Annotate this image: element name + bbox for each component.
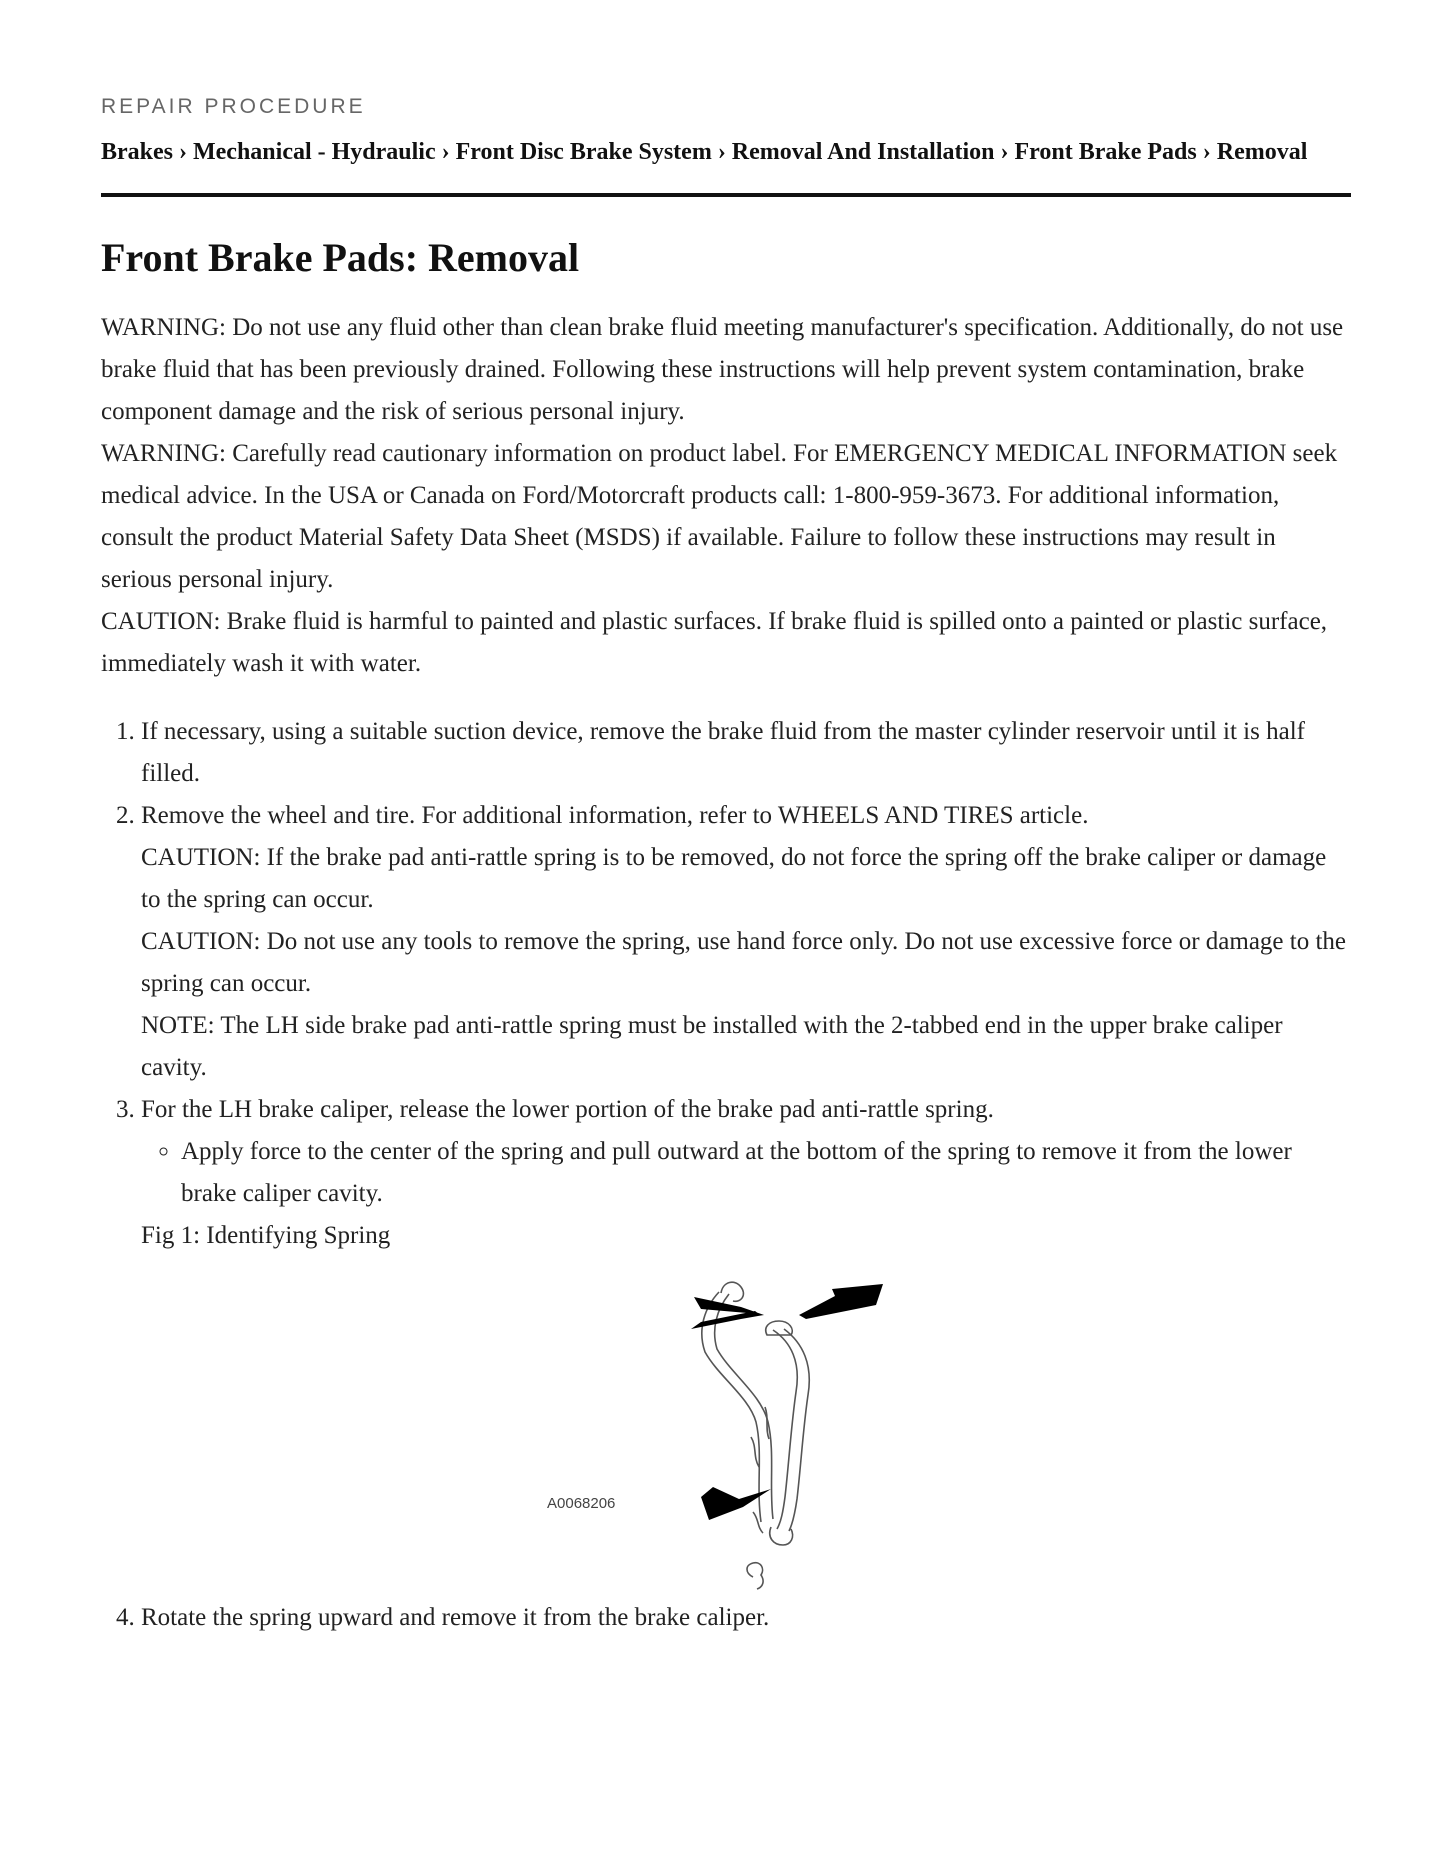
spring-illustration bbox=[101, 1257, 1311, 1597]
step-2-caution-2: CAUTION: Do not use any tools to remove the spring, use hand force only. Do not use excessive force or damage to the spring can occur. bbox=[141, 928, 1347, 997]
section-kicker: REPAIR PROCEDURE bbox=[101, 95, 366, 118]
header-divider bbox=[101, 193, 1351, 197]
step-2-caution-1: CAUTION: If the brake pad anti-rattle spring is to be removed, do not force the spring off the brake caliper or damage to the spring can occur. bbox=[141, 844, 1327, 913]
spring-figure bbox=[101, 1257, 1311, 1597]
step-3 bbox=[141, 1089, 1351, 1597]
warning-label: WARNING: Carefully read cautionary information on product label. For EMERGENCY MEDICAL INFORMATION seek medical advice. In the USA or Canada on Ford/Motorcraft products call: 1-800-959-3673. For additional information, consult the product Material Safety Data Sheet (MSDS) if available. Failure to follow these instructions may result in serious personal injury. bbox=[101, 440, 1338, 593]
page-title: Front Brake Pads: Removal bbox=[101, 235, 580, 280]
figure-caption: Fig 1: Identifying Spring bbox=[141, 1222, 391, 1249]
breadcrumb: Brakes › Mechanical - Hydraulic › Front Disc Brake System › Removal And Installation › Front Brake Pads › Removal bbox=[101, 139, 1308, 165]
caution-surfaces: CAUTION: Brake fluid is harmful to painted and plastic surfaces. If brake fluid is spilled onto a painted or plastic surface, immediately wash it with water. bbox=[101, 608, 1328, 677]
arrow-upper-right-icon bbox=[799, 1284, 883, 1319]
step-4 bbox=[141, 1597, 1351, 1639]
figure-code: A0068206 bbox=[547, 1495, 616, 1512]
step-3-substep: ◦ Apply force to the center of the spring and pull outward at the bottom of the spring to remove it from the lower brake caliper cavity. bbox=[181, 1131, 1351, 1215]
step-2 bbox=[141, 795, 1351, 1089]
document-page bbox=[101, 95, 1351, 1639]
arrow-upper-left-icon bbox=[691, 1297, 764, 1329]
safety-notices bbox=[101, 307, 1351, 685]
step-2-note: NOTE: The LH side brake pad anti-rattle spring must be installed with the 2-tabbed end in the upper brake caliper cavity. bbox=[141, 1012, 1283, 1081]
step-2-text: 2. Remove the wheel and tire. For additional information, refer to WHEELS AND TIRES article. bbox=[141, 802, 1089, 829]
step-1-text: If necessary, using a suitable suction device, remove the brake fluid from the master cylinder reservoir until it is half filled. bbox=[141, 718, 1305, 787]
step-1 bbox=[141, 711, 1351, 795]
procedure-steps bbox=[101, 711, 1351, 1639]
step-3-substeps bbox=[141, 1131, 1351, 1215]
step-3-text: 3. For the LH brake caliper, release the lower portion of the brake pad anti-rattle spring. bbox=[141, 1096, 994, 1123]
warning-fluid: WARNING: Do not use any fluid other than clean brake fluid meeting manufacturer's specification. Additionally, do not use brake fluid that has been previously drained. Following these instructions will help prevent system contamination, brake component damage and the risk of serious personal injury. bbox=[101, 314, 1344, 425]
step-4-text: Rotate the spring upward and remove it from the brake caliper. bbox=[141, 1604, 770, 1631]
